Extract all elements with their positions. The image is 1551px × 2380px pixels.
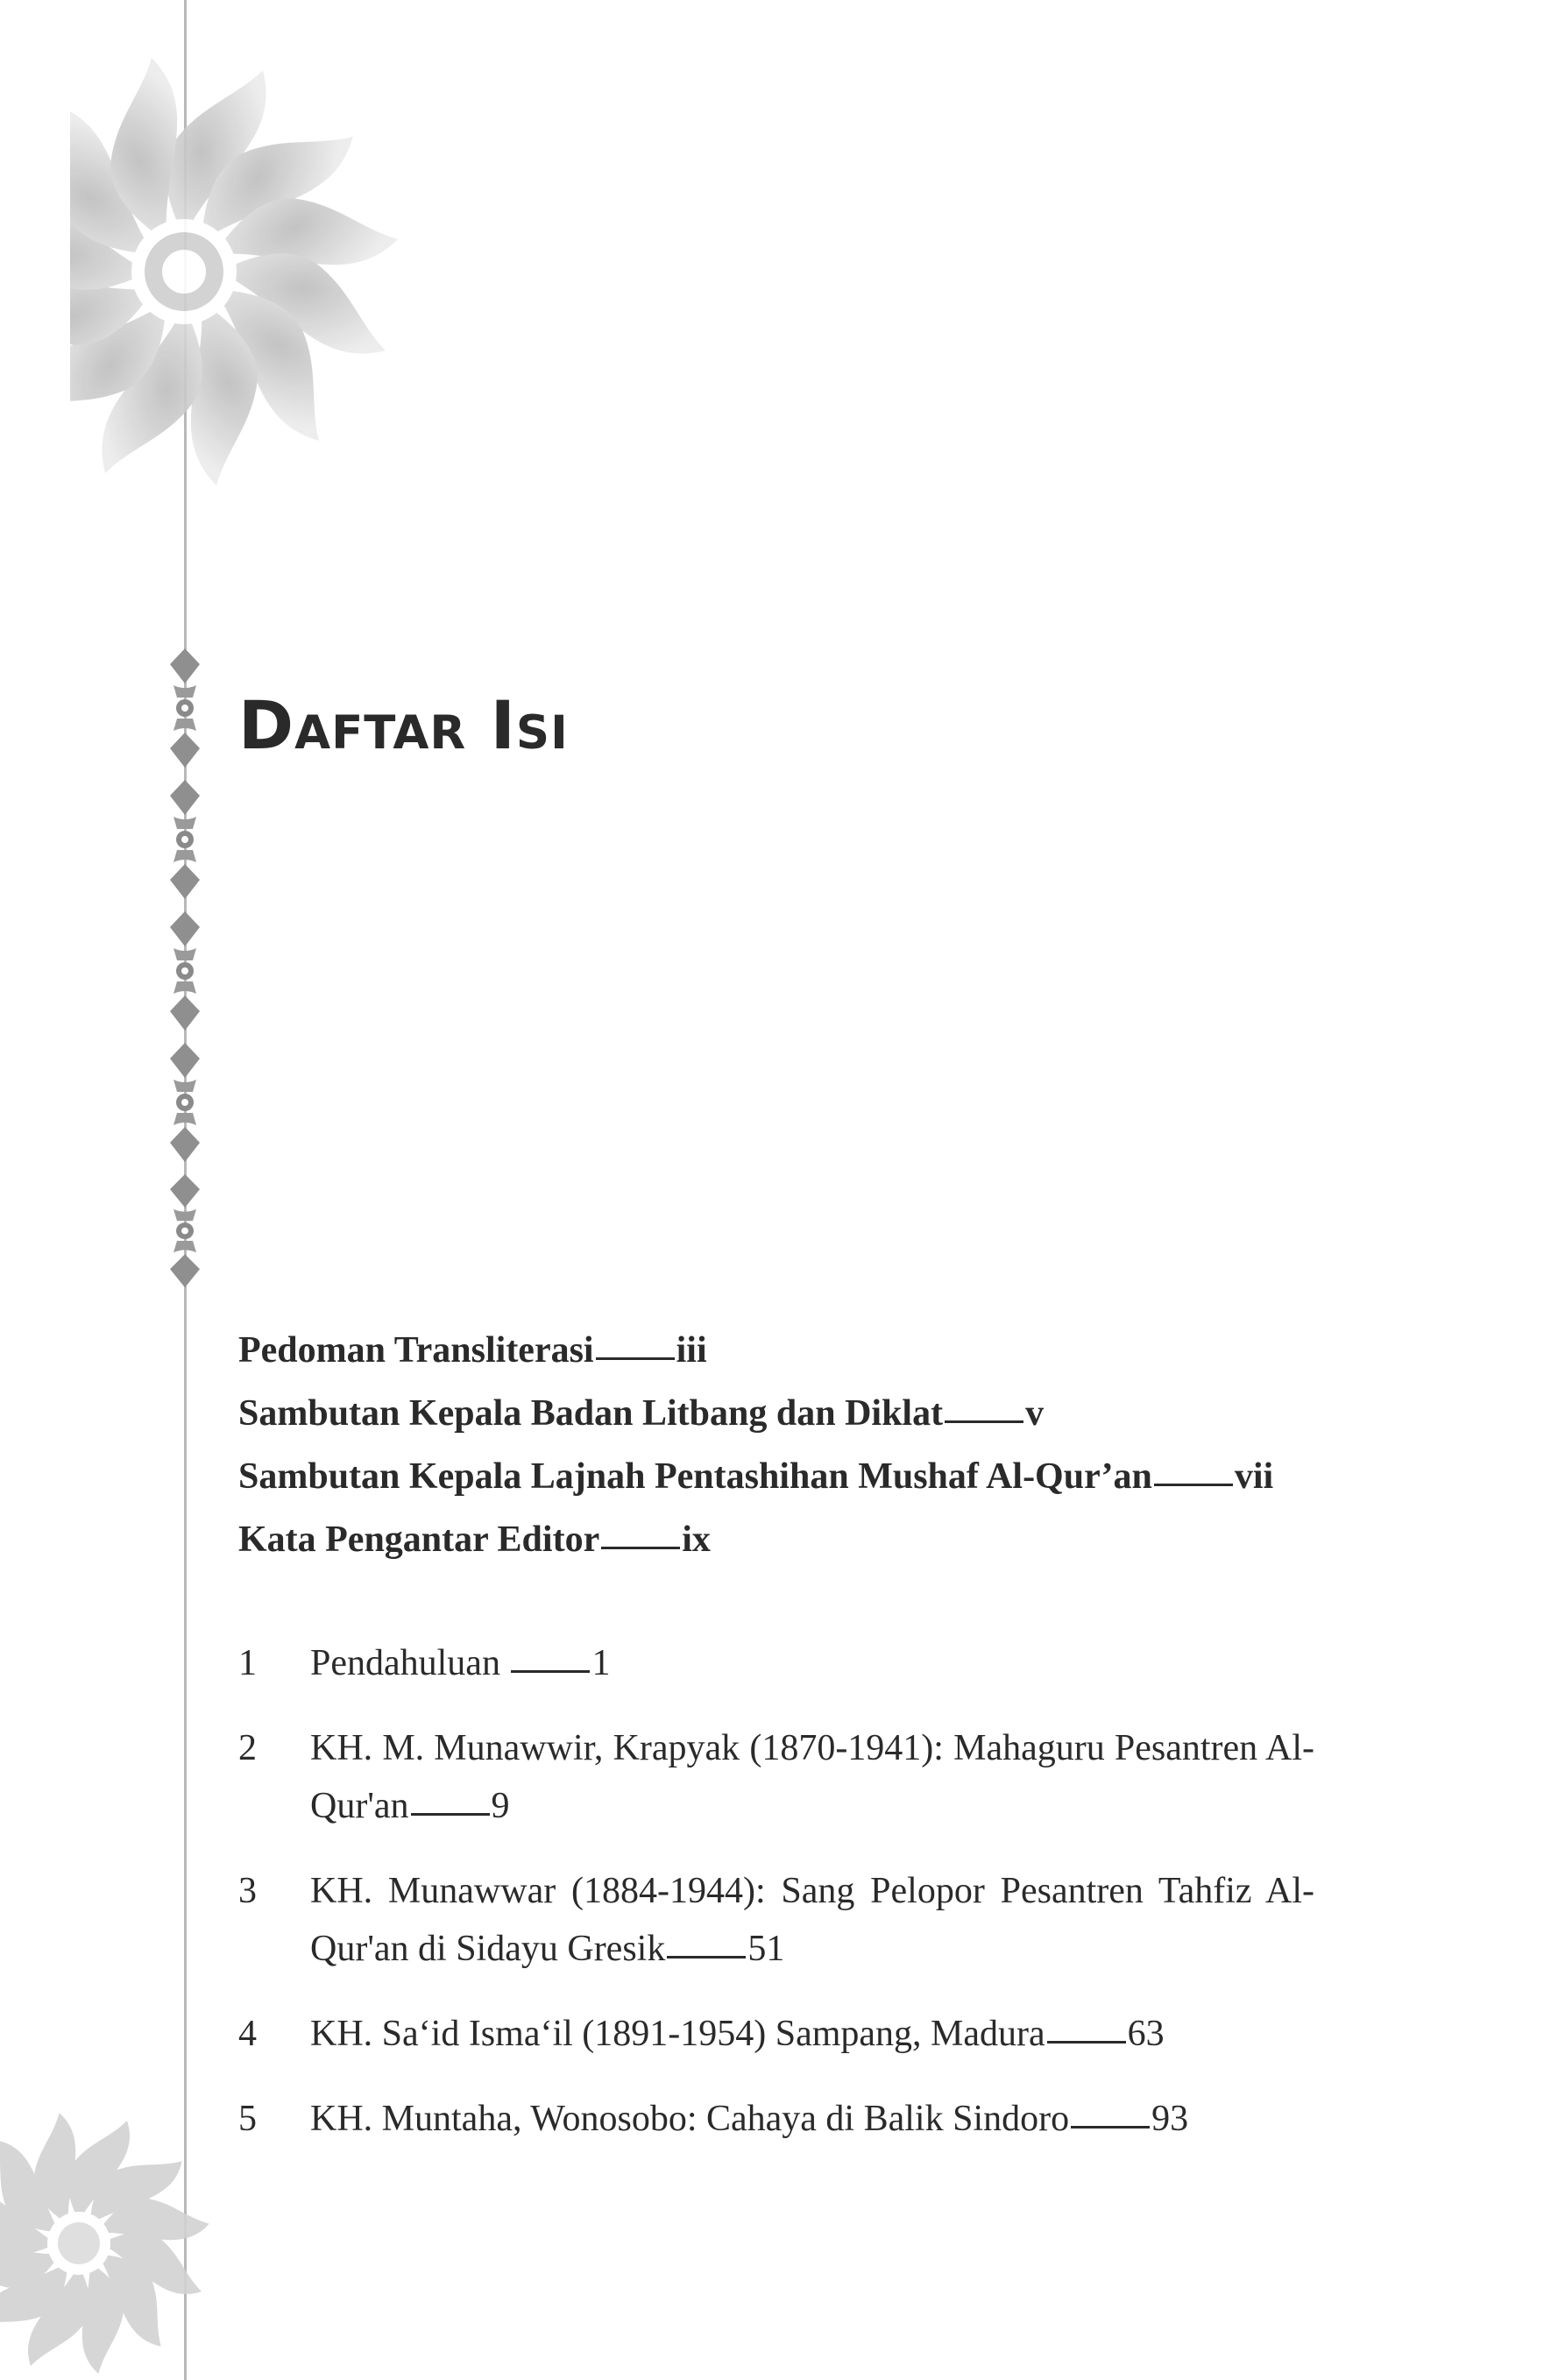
floral-ornament-icon <box>0 2042 210 2375</box>
front-matter-list <box>238 1319 1342 1571</box>
front-matter-item <box>238 1319 1342 1382</box>
chapter-title: KH. Muntaha, Wonosobo: Cahaya di Balik Sindoro <box>310 2099 1070 2139</box>
leader-line <box>945 1420 1023 1423</box>
page-title: Daftar Isi <box>238 686 569 764</box>
leader-line <box>1154 1484 1233 1486</box>
chapter-entry <box>310 1719 1314 1835</box>
entry-label: Sambutan Kepala Lajnah Pentashihan Mushaf Al-Qur’an <box>238 1456 1152 1497</box>
chapter-number: 1 <box>238 1643 257 1683</box>
chapter-entry <box>310 1634 1314 1692</box>
chapter-item <box>238 1634 1314 1692</box>
chapter-item <box>238 2005 1314 2063</box>
chapter-entry <box>310 2005 1314 2063</box>
chapter-title: KH. Sa‘id Isma‘il (1891-1954) Sampang, Madura <box>310 2014 1045 2054</box>
entry-label: Kata Pengantar Editor <box>238 1519 600 1560</box>
chapter-item <box>238 1862 1314 1978</box>
front-matter-item <box>238 1445 1342 1508</box>
entry-label: Sambutan Kepala Badan Litbang dan Diklat <box>238 1393 944 1434</box>
chapter-number: 4 <box>238 2014 257 2054</box>
chapter-entry <box>310 1862 1314 1978</box>
leader-line <box>411 1813 490 1816</box>
page-number: vii <box>1234 1456 1274 1497</box>
chapter-entry <box>310 2090 1314 2148</box>
page-number: ix <box>682 1519 711 1560</box>
leader-line <box>1047 2041 1126 2044</box>
page-number: iii <box>676 1330 707 1371</box>
floral-ornament-icon <box>70 0 491 613</box>
leader-line <box>667 1956 746 1959</box>
chain-ornament-icon <box>156 648 214 1288</box>
entry-label: Pedoman Transliterasi <box>238 1330 594 1371</box>
leader-line <box>1071 2126 1150 2129</box>
chapter-item <box>238 2090 1314 2148</box>
chapter-title: KH. Munawwar (1884-1944): Sang Pelopor Pesantren Tahfiz Al-Qur'an di Sidayu Gresik <box>310 1871 1314 1969</box>
page-number: 1 <box>591 1643 611 1683</box>
front-matter-item <box>238 1382 1342 1445</box>
page-number: 63 <box>1127 2014 1165 2054</box>
chapter-number: 5 <box>238 2099 257 2139</box>
chapter-item <box>238 1719 1314 1835</box>
leader-line <box>511 1670 590 1673</box>
page-number: 51 <box>747 1929 785 1969</box>
chapter-title: KH. M. Munawwir, Krapyak (1870-1941): Mahaguru Pesantren Al-Qur'an <box>310 1728 1314 1826</box>
leader-line <box>601 1547 680 1549</box>
chapter-title: Pendahuluan <box>310 1643 510 1683</box>
chapter-number: 3 <box>238 1871 257 1911</box>
page-number: 9 <box>491 1786 510 1826</box>
page-number: v <box>1025 1393 1045 1434</box>
page-number: 93 <box>1151 2099 1189 2139</box>
chapter-list <box>238 1634 1314 2175</box>
leader-line <box>596 1357 675 1360</box>
front-matter-item <box>238 1508 1342 1571</box>
chapter-number: 2 <box>238 1728 257 1768</box>
